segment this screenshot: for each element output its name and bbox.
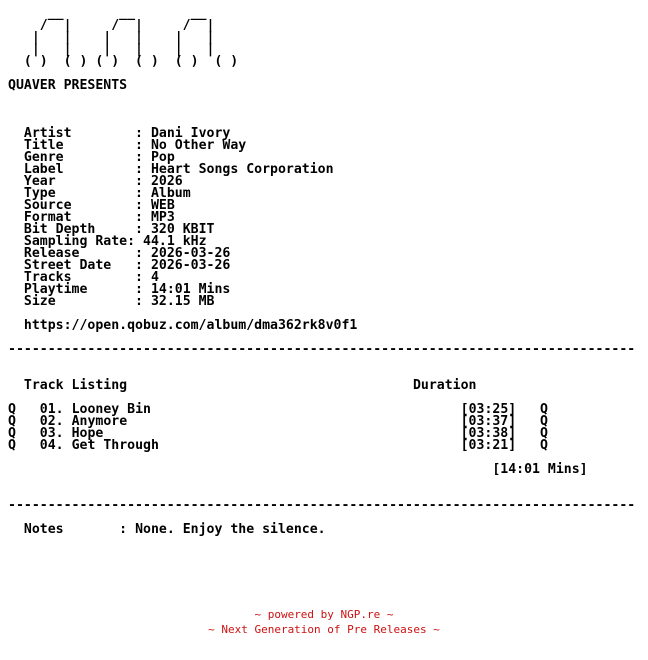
- info-value-sampling-rate: 44.1 kHz: [143, 234, 207, 249]
- info-key-sampling-rate: Sampling Rate: [23, 234, 128, 249]
- info-value-playtime: 14:01 Mins: [150, 282, 231, 297]
- footer: [0, 607, 648, 637]
- track-title: Get Through: [71, 438, 159, 453]
- ascii-art-line: ( ) ( ) ( ) ( ) ( ) ( ): [8, 54, 239, 69]
- info-value-release: 2026-03-26: [150, 246, 231, 261]
- track-duration: [03:38]: [460, 426, 517, 441]
- row-marker: Q: [540, 414, 548, 429]
- track-number: 01.: [39, 402, 64, 417]
- notes-label: Notes: [23, 522, 64, 537]
- track-listing-header: Track Listing: [23, 378, 128, 393]
- info-value-label: Heart Songs Corporation: [150, 162, 334, 177]
- duration-header: Duration: [412, 378, 477, 393]
- row-marker: Q: [8, 402, 16, 417]
- ascii-art-line: / | / | / |: [8, 18, 215, 33]
- info-key-format: Format: [23, 210, 72, 225]
- ascii-art-line: __ __ __: [8, 6, 207, 21]
- info-value-genre: Pop: [150, 150, 175, 165]
- notes-text: None. Enjoy the silence.: [135, 522, 326, 537]
- ascii-art-line: | | | | | |: [8, 30, 215, 45]
- row-marker: Q: [540, 426, 548, 441]
- track-number: 02.: [39, 414, 64, 429]
- separator-line: -------------------------------------------------------------------------------: [8, 342, 636, 357]
- info-value-year: 2026: [150, 174, 183, 189]
- footer-line-powered: ~ powered by NGP.re ~: [254, 608, 394, 621]
- info-value-artist: Dani Ivory: [150, 126, 231, 141]
- info-key-genre: Genre: [23, 150, 64, 165]
- track-number: 03.: [39, 426, 64, 441]
- row-marker: Q: [8, 438, 16, 453]
- nfo-text: __ __ __ / | / | / | | | | | | | | | | | | | ( ) ( ) ( ) ( ) ( ) ( ) QUAVER PRESENTS Artist : Dani Ivory Title : No Other Way Genre : Pop Label : Heart Songs Corporation Year : 2026 Type : Album Source : WEB Format : MP3 Bit Depth : 320 KBIT Sampling Rate: 44.1 kHz Release : 2026-03-26 Street Date : 2026-03-26 Tracks : 4 Playtime : 14:01 Mins Size : 32.15 MB https://open.qobuz.com/album/dma362rk8v0f1 ------------------------------------------------------------------------------- Track Listing Duration Q 01. Looney Bin [03:25] Q Q 02. Anymore [03:37] Q Q 03. Hope [03:38] Q Q 04. Get Through [03:21] Q [14:01 Mins] ------------------------------------------------------------------------------- Notes : None. Enjoy the silence.: [8, 6, 636, 537]
- info-key-playtime: Playtime: [23, 282, 88, 297]
- info-key-label: Label: [23, 162, 64, 177]
- track-title: Looney Bin: [71, 402, 151, 417]
- info-value-title: No Other Way: [150, 138, 247, 153]
- track-number: 04.: [39, 438, 64, 453]
- total-playtime: [14:01 Mins]: [492, 462, 588, 477]
- presents-line: QUAVER PRESENTS: [8, 78, 128, 93]
- info-value-type: Album: [150, 186, 191, 201]
- footer-line-ngp: ~ Next Generation of Pre Releases ~: [208, 623, 440, 636]
- info-key-tracks: Tracks: [23, 270, 72, 285]
- album-url: https://open.qobuz.com/album/dma362rk8v0f1: [23, 318, 358, 333]
- info-key-street-date: Street Date: [23, 258, 112, 273]
- info-value-size: 32.15 MB: [150, 294, 215, 309]
- info-value-tracks: 4: [150, 270, 159, 285]
- info-key-size: Size: [23, 294, 56, 309]
- info-key-source: Source: [23, 198, 72, 213]
- info-value-source: WEB: [150, 198, 175, 213]
- track-title: Hope: [71, 426, 104, 441]
- track-title: Anymore: [71, 414, 128, 429]
- info-key-type: Type: [23, 186, 56, 201]
- track-duration: [03:25]: [460, 402, 517, 417]
- info-value-bit-depth: 320 KBIT: [150, 222, 215, 237]
- track-duration: [03:21]: [460, 438, 517, 453]
- info-key-title: Title: [23, 138, 64, 153]
- info-key-release: Release: [23, 246, 80, 261]
- row-marker: Q: [8, 426, 16, 441]
- row-marker: Q: [8, 414, 16, 429]
- info-value-street-date: 2026-03-26: [150, 258, 231, 273]
- row-marker: Q: [540, 402, 548, 417]
- ascii-art-line: | | | | | |: [8, 42, 215, 57]
- track-duration: [03:37]: [460, 414, 517, 429]
- info-key-year: Year: [23, 174, 56, 189]
- info-key-artist: Artist: [23, 126, 72, 141]
- info-value-format: MP3: [150, 210, 175, 225]
- row-marker: Q: [540, 438, 548, 453]
- info-key-bit-depth: Bit Depth: [23, 222, 96, 237]
- separator-line: -------------------------------------------------------------------------------: [8, 498, 636, 513]
